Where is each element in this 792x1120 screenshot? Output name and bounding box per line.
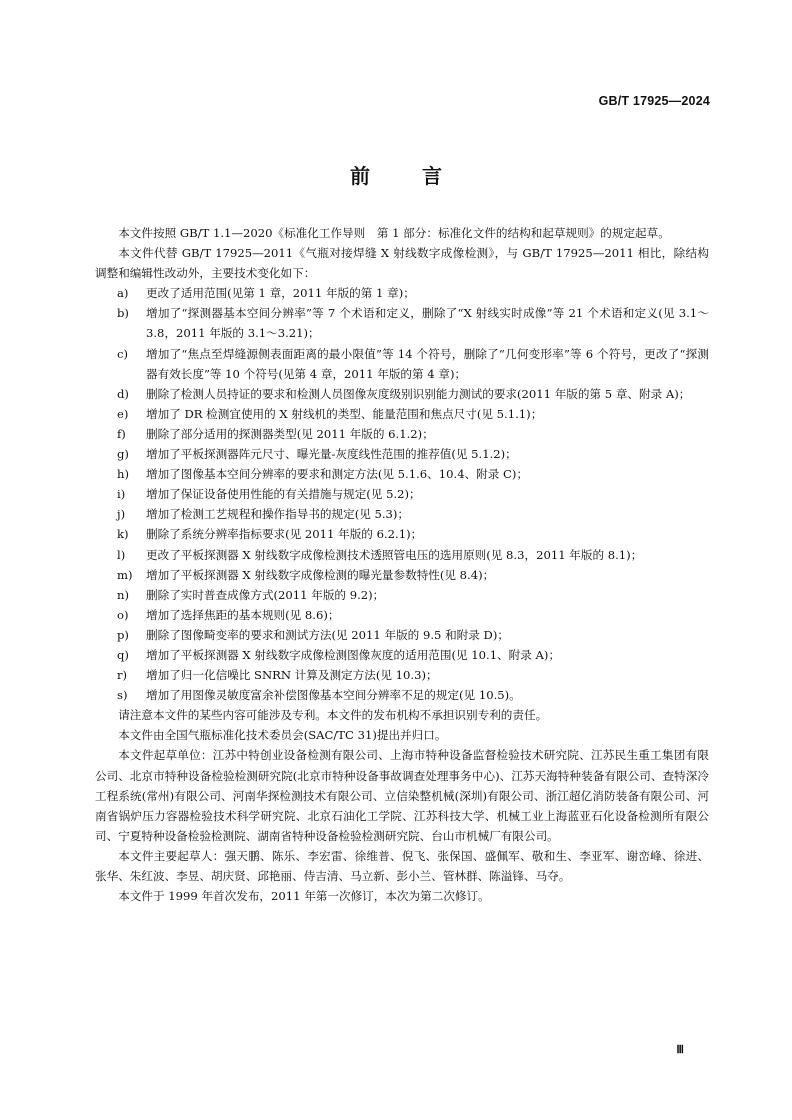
list-item-label: g) <box>117 447 129 462</box>
list-item-text: 增加了 DR 检测宜使用的 X 射线机的类型、能量范围和焦点尺寸(见 5.1.1)； <box>146 406 543 421</box>
list-item-label: a) <box>117 286 129 301</box>
title-char-1: 前 <box>350 164 370 188</box>
list-item <box>95 384 709 404</box>
list-item-text: 增加了检测工艺规程和操作指导书的规定(见 5.3)； <box>146 507 410 522</box>
list-item-label: k) <box>117 527 129 542</box>
list-item-label: n) <box>117 587 129 602</box>
list-item <box>95 585 709 605</box>
list-item-text: 增加了平板探测器 X 射线数字成像检测图像灰度的适用范围(见 10.1、附录 A)； <box>146 647 561 662</box>
list-item <box>95 344 709 384</box>
list-item-text: 增加了“焦点至焊缝源侧表面距离的最小限值”等 14 个符号，删除了“几何变形率”等 6 个符号，更改了“探测器有效长度”等 10 个符号(见第 4 章，2011 年版的第 4 章)； <box>146 346 709 381</box>
list-item-label: r) <box>117 668 128 683</box>
list-item <box>95 283 709 303</box>
list-item-text: 增加了平板探测器 X 射线数字成像检测的曝光量参数特性(见 8.4)； <box>146 567 495 582</box>
list-item-text: 更改了适用范围(见第 1 章，2011 年版的第 1 章)； <box>146 286 415 301</box>
list-item-text: 增加了图像基本空间分辨率的要求和测定方法(见 5.1.6、10.4、附录 C)； <box>146 467 529 482</box>
drafting-organizations: 本文件起草单位：江苏中特创业设备检测有限公司、上海市特种设备监督检验技术研究院、江苏民生重工集团有限公司、北京市特种设备检验检测研究院(北京市特种设备事故调查处理事务中心)、江苏天海特种装备有限公司、查特深冷工程系统(常州)有限公司、河南华探检测技术有限公司、立信染整机械(深圳)有限公司、浙江超亿消防装备有限公司、河南省锅炉压力容器检验技术科学研究院、北京石油化工学院、江苏科技大学、机械工业上海蓝亚石化设备检测所有限公司、宁夏特种设备检验检测院、湖南省特种设备检验检测研究院、台山市机械厂有限公司。 <box>95 748 709 843</box>
list-item-label: b) <box>117 306 129 321</box>
list-item-text: 增加了“探测器基本空间分辨率”等 7 个术语和定义，删除了“X 射线实时成像”等 21 个术语和定义(见 3.1～3.8，2011 年版的 3.1～3.21)； <box>146 306 709 341</box>
list-item-label: q) <box>117 647 129 662</box>
list-item-label: s) <box>117 688 128 703</box>
list-item-text: 删除了部分适用的探测器类型(见 2011 年版的 6.1.2)； <box>146 426 434 441</box>
list-item-text: 删除了系统分辨率指标要求(见 2011 年版的 6.2.1)； <box>146 527 423 542</box>
list-item-label: i) <box>117 487 126 502</box>
list-item <box>95 504 709 524</box>
list-item <box>95 404 709 424</box>
list-item <box>95 464 709 484</box>
intro-paragraph: 本文件代替 GB/T 17925—2011《气瓶对接焊缝 X 射线数字成像检测》，与 GB/T 17925—2011 相比，除结构调整和编辑性改动外，主要技术变化如下： <box>95 246 709 281</box>
preface-body <box>95 223 709 906</box>
list-item <box>95 444 709 464</box>
list-item <box>95 484 709 504</box>
list-item <box>95 565 709 585</box>
list-item-text: 更改了平板探测器 X 射线数字成像检测技术透照管电压的选用原则(见 8.3，2011 年版的 8.1)； <box>146 547 643 562</box>
list-item-label: f) <box>117 426 126 441</box>
list-item-label: p) <box>117 627 129 642</box>
publication-history: 本文件于 1999 年首次发布，2011 年第一次修订，本次为第二次修订。 <box>118 889 490 904</box>
list-item-text: 增加了平板探测器阵元尺寸、曝光量-灰度线性范围的推荐值(见 5.1.2)； <box>146 447 517 462</box>
list-item <box>95 665 709 685</box>
title-char-2: 言 <box>422 164 442 188</box>
list-item <box>95 424 709 444</box>
list-item-label: h) <box>117 467 129 482</box>
list-item <box>95 645 709 665</box>
changes-list <box>95 283 709 705</box>
page-number: Ⅲ <box>676 1044 684 1056</box>
list-item-text: 删除了检测人员持证的要求和检测人员图像灰度级别识别能力测试的要求(2011 年版的第 5 章、附录 A)； <box>146 386 691 401</box>
intro-paragraph: 本文件按照 GB/T 1.1—2020《标准化工作导则 第 1 部分：标准化文件的结构和起草规则》的规定起草。 <box>118 226 670 240</box>
list-item-label: j) <box>117 507 126 522</box>
list-item-text: 删除了实时普查成像方式(2011 年版的 9.2)； <box>146 587 385 602</box>
list-item-text: 增加了归一化信噪比 SNRN 计算及测定方法(见 10.3)； <box>146 668 438 683</box>
list-item <box>95 625 709 645</box>
list-item <box>95 524 709 544</box>
list-item-label: d) <box>117 386 129 401</box>
drafters: 本文件主要起草人：强天鹏、陈乐、李宏雷、徐维普、倪飞、张保国、盛佩军、敬和生、李亚军、谢峦峰、徐进、张华、朱红波、李昱、胡庆贤、邱艳丽、侍吉清、马立新、彭小兰、管林群、陈溢锋、马夺。 <box>95 848 709 883</box>
list-item-label: e) <box>117 406 129 421</box>
list-item <box>95 605 709 625</box>
list-item-text: 增加了用图像灵敏度富余补偿图像基本空间分辨率不足的规定(见 10.5)。 <box>146 688 521 703</box>
list-item <box>95 685 709 705</box>
page-title <box>0 160 792 189</box>
list-item-text: 增加了保证设备使用性能的有关措施与规定(见 5.2)； <box>146 487 421 502</box>
list-item-text: 删除了图像畸变率的要求和测试方法(见 2011 年版的 9.5 和附录 D)； <box>146 627 509 642</box>
standard-number: GB/T 17925—2024 <box>598 94 710 108</box>
list-item-label: m) <box>117 567 133 582</box>
list-item-label: l) <box>117 547 126 562</box>
list-item-text: 增加了选择焦距的基本规则(见 8.6)； <box>146 607 340 622</box>
list-item <box>95 545 709 565</box>
patent-notice: 请注意本文件的某些内容可能涉及专利。本文件的发布机构不承担识别专利的责任。 <box>118 708 548 723</box>
list-item-label: o) <box>117 607 129 622</box>
list-item-label: c) <box>117 346 129 361</box>
committee-statement: 本文件由全国气瓶标准化技术委员会(SAC/TC 31)提出并归口。 <box>118 728 447 743</box>
list-item <box>95 303 709 343</box>
